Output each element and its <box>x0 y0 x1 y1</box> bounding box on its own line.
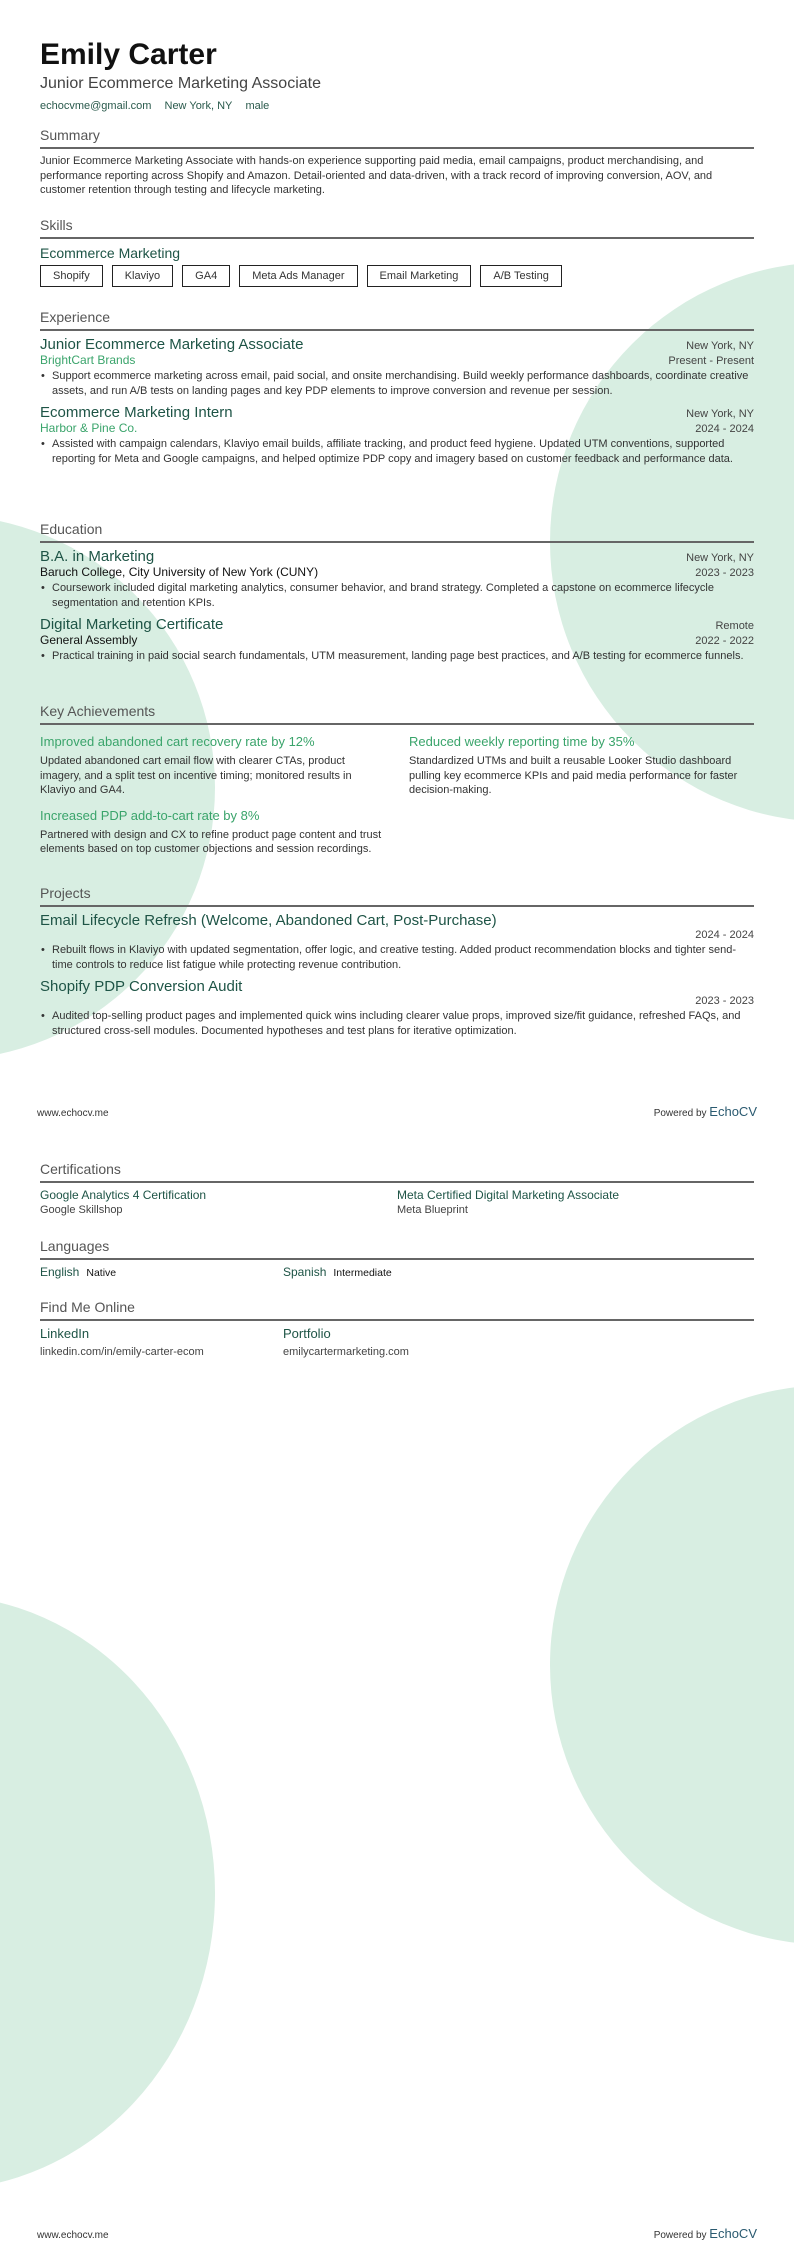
skill-tag: Shopify <box>40 265 103 287</box>
achievement-title: Reduced weekly reporting time by 35% <box>409 734 635 749</box>
decorative-circle <box>0 1595 215 2190</box>
footer-powered-by: Powered by EchoCV <box>653 2226 757 2241</box>
certification-item <box>397 1188 754 1216</box>
section-heading: Find Me Online <box>40 1299 135 1315</box>
achievements-section <box>40 702 754 863</box>
project-title: Email Lifecycle Refresh (Welcome, Abandoned Cart, Post-Purchase) <box>40 912 497 929</box>
section-divider <box>40 541 754 543</box>
company-name: BrightCart Brands <box>40 353 136 367</box>
summary-section <box>40 126 754 198</box>
section-heading: Experience <box>40 309 111 325</box>
achievement-text: Standardized UTMs and built a reusable Looker Studio dashboard pulling key ecommerce KPIs and paid media performance for faster decision-making. <box>409 755 738 796</box>
skill-tag: Email Marketing <box>367 265 472 287</box>
section-divider <box>40 723 754 725</box>
online-label: Portfolio <box>283 1326 331 1341</box>
education-entry <box>40 616 754 664</box>
location: New York, NY <box>164 100 233 112</box>
education-bullet: • Practical training in paid social search fundamentals, UTM measurement, landing page best practices, and A/B testing for ecommerce funnels. <box>40 649 754 664</box>
footer-powered-by: Powered by EchoCV <box>653 1104 757 1119</box>
school-name: Baruch College, City University of New York (CUNY) <box>40 565 319 579</box>
achievement-item <box>40 730 385 804</box>
decorative-circle <box>550 1385 794 1945</box>
language-name: Spanish <box>283 1265 327 1279</box>
company-name: Harbor & Pine Co. <box>40 421 138 435</box>
language-name: English <box>40 1265 80 1279</box>
experience-section <box>40 308 754 472</box>
job-title: Ecommerce Marketing Intern <box>40 404 233 421</box>
footer-brand[interactable]: EchoCV <box>709 1104 757 1119</box>
certification-issuer: Google Skillshop <box>40 1204 123 1216</box>
certification-item <box>40 1188 397 1216</box>
school-name: General Assembly <box>40 633 138 647</box>
page-footer <box>37 2226 757 2241</box>
project-bullet: • Rebuilt flows in Klaviyo with updated segmentation, offer logic, and creative testing. Added product recommendation blocks and tighter send-time controls to reduce list fatigue while protecting revenue contribution. <box>40 943 754 972</box>
skill-tag: A/B Testing <box>480 265 561 287</box>
job-dates: 2024 - 2024 <box>695 423 754 435</box>
project-dates: 2024 - 2024 <box>695 929 754 941</box>
project-dates: 2023 - 2023 <box>695 995 754 1007</box>
candidate-name: Emily Carter <box>40 38 217 71</box>
section-divider <box>40 1319 754 1321</box>
footer-brand[interactable]: EchoCV <box>709 2226 757 2241</box>
page-footer <box>37 1104 757 1119</box>
job-location: New York, NY <box>686 340 754 352</box>
languages-section <box>40 1237 754 1279</box>
certification-name: Google Analytics 4 Certification <box>40 1188 207 1202</box>
skill-tags <box>40 265 754 287</box>
section-heading: Certifications <box>40 1161 121 1177</box>
experience-entry <box>40 336 754 398</box>
section-heading: Skills <box>40 217 73 233</box>
certification-issuer: Meta Blueprint <box>397 1204 468 1216</box>
gender: male <box>245 100 270 112</box>
resume-header <box>40 38 754 112</box>
certification-name: Meta Certified Digital Marketing Associate <box>397 1188 620 1202</box>
skill-tag: GA4 <box>182 265 230 287</box>
degree-title: Digital Marketing Certificate <box>40 616 224 633</box>
project-bullet: • Audited top-selling product pages and implemented quick wins including clearer value props, improved size/fit guidance, refreshed FAQs, and structured cross-sell modules. Documented hypotheses and test plans for iterative optimization. <box>40 1009 754 1038</box>
experience-entry <box>40 404 754 466</box>
job-dates: Present - Present <box>668 355 754 367</box>
job-bullet: • Assisted with campaign calendars, Klaviyo email builds, affiliate tracking, and product feed hygiene. Updated UTM conventions, supported reporting for Meta and Google campaigns, and helped optimize PDP copy and imagery based on customer feedback and performance data. <box>40 437 754 466</box>
section-divider <box>40 905 754 907</box>
school-location: New York, NY <box>686 552 754 564</box>
certifications-section <box>40 1160 754 1216</box>
section-divider <box>40 1181 754 1183</box>
education-section <box>40 520 754 670</box>
online-item-linkedin <box>40 1326 283 1358</box>
education-bullet: • Coursework included digital marketing analytics, consumer behavior, and brand strategy. Completed a capstone on ecommerce lifecycle segmentation and retention KPIs. <box>40 581 754 610</box>
skill-tag: Meta Ads Manager <box>239 265 357 287</box>
section-heading: Key Achievements <box>40 703 156 719</box>
achievement-title: Improved abandoned cart recovery rate by 12% <box>40 734 315 749</box>
project-entry <box>40 912 754 972</box>
skills-section <box>40 216 754 287</box>
skill-tag: Klaviyo <box>112 265 173 287</box>
language-item <box>40 1265 283 1279</box>
achievement-item <box>409 730 754 804</box>
candidate-title: Junior Ecommerce Marketing Associate <box>40 75 321 92</box>
job-title: Junior Ecommerce Marketing Associate <box>40 336 304 353</box>
section-heading: Languages <box>40 1238 110 1254</box>
portfolio-link[interactable]: emilycartermarketing.com <box>283 1346 409 1358</box>
footer-site-link[interactable]: www.echocv.me <box>37 2230 109 2241</box>
contact-line <box>40 100 754 112</box>
online-item-portfolio <box>283 1326 526 1358</box>
section-heading: Summary <box>40 127 100 143</box>
online-section <box>40 1298 754 1358</box>
achievement-item <box>40 804 385 863</box>
language-item <box>283 1265 526 1279</box>
section-heading: Projects <box>40 885 91 901</box>
section-divider <box>40 237 754 239</box>
email-link[interactable]: echocvme@gmail.com <box>40 100 152 112</box>
achievement-text: Updated abandoned cart email flow with clearer CTAs, product imagery, and a split test on incentive timing; monitored results in Klaviyo and GA4. <box>40 755 352 796</box>
language-level: Native <box>86 1267 117 1279</box>
section-heading: Education <box>40 521 103 537</box>
summary-text: Junior Ecommerce Marketing Associate with hands-on experience supporting paid media, email campaigns, product merchandising, and performance reporting across Shopify and Amazon. Detail-oriented and data-driven, with a track record of improving conversion, AOV, and customer retention through testing and lifecycle marketing. <box>40 155 713 196</box>
language-level: Intermediate <box>333 1267 392 1279</box>
skill-category: Ecommerce Marketing <box>40 245 181 261</box>
project-title: Shopify PDP Conversion Audit <box>40 978 243 995</box>
job-location: New York, NY <box>686 408 754 420</box>
education-dates: 2022 - 2022 <box>695 635 754 647</box>
project-entry <box>40 978 754 1038</box>
degree-title: B.A. in Marketing <box>40 548 155 565</box>
section-divider <box>40 329 754 331</box>
section-divider <box>40 1258 754 1260</box>
education-entry <box>40 548 754 610</box>
footer-site-link[interactable]: www.echocv.me <box>37 1108 109 1119</box>
achievement-text: Partnered with design and CX to refine product page content and trust elements based on top customer objections and session recordings. <box>40 828 382 855</box>
online-label: LinkedIn <box>40 1326 90 1341</box>
achievement-title: Increased PDP add-to-cart rate by 8% <box>40 807 260 823</box>
projects-section <box>40 884 754 1044</box>
linkedin-link[interactable]: linkedin.com/in/emily-carter-ecom <box>40 1346 204 1358</box>
section-divider <box>40 147 754 149</box>
job-bullet: • Support ecommerce marketing across email, paid social, and onsite merchandising. Build weekly performance dashboards, coordinate creative assets, and run A/B tests on landing pages and key PDP elements to improve conversion and revenue per session. <box>40 369 754 398</box>
education-dates: 2023 - 2023 <box>695 567 754 579</box>
school-location: Remote <box>715 620 754 632</box>
